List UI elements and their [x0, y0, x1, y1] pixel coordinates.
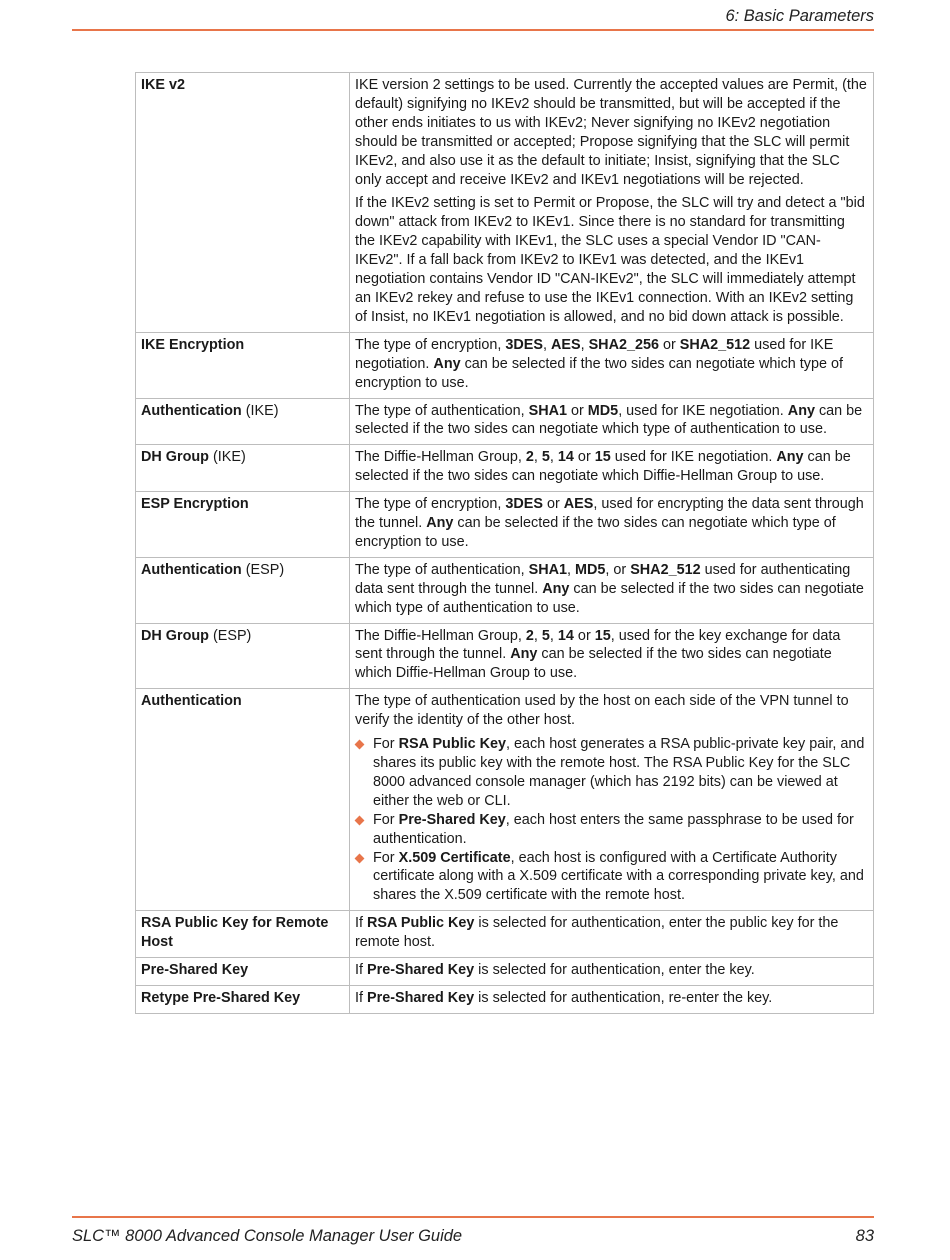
bold-term: Any: [433, 355, 461, 372]
bold-term: 5: [541, 449, 550, 466]
page-header-title: 6: Basic Parameters: [725, 7, 874, 25]
footer-guide-title: SLC™ 8000 Advanced Console Manager User Guide: [72, 1227, 463, 1245]
diamond-bullet-icon: [355, 740, 365, 750]
parameter-name: Pre-Shared Key: [141, 962, 249, 979]
text-run: The Diffie-Hellman Group,: [355, 627, 526, 644]
bold-term: RSA Public Key: [367, 915, 475, 932]
parameter-name-cell: [136, 492, 350, 558]
parameter-qualifier: (ESP): [208, 627, 252, 644]
text-run: For: [373, 736, 399, 753]
bold-term: AES: [550, 336, 581, 353]
text-run: , used for the key exchange for data sent through the tunnel.: [355, 627, 841, 663]
parameter-qualifier: (ESP): [241, 561, 285, 578]
parameter-qualifier: (IKE): [241, 402, 279, 419]
description-paragraph: [355, 627, 867, 684]
text-run: is selected for authentication, re-enter the key.: [474, 989, 773, 1006]
table-row: [136, 492, 874, 558]
text-run: can be selected if the two sides can negotiate which Diffie-Hellman Group to use.: [355, 646, 832, 682]
parameter-name-cell: [136, 557, 350, 623]
bold-term: Any: [776, 449, 804, 466]
text-run: If: [355, 915, 367, 932]
parameters-table: [135, 72, 874, 1014]
parameter-name: Authentication: [141, 693, 242, 710]
parameters-table-body: [136, 73, 874, 1014]
bold-term: AES: [563, 496, 594, 513]
text-run: is selected for authentication, enter the key.: [474, 962, 755, 979]
parameter-name: RSA Public Key for Remote Host: [141, 915, 329, 951]
parameter-name: Authentication: [141, 561, 242, 578]
bold-term: 15: [594, 449, 611, 466]
parameter-description-cell: [350, 73, 874, 333]
parameter-description-cell: [350, 557, 874, 623]
description-paragraph: [355, 336, 867, 393]
description-paragraph: [355, 402, 867, 440]
parameter-description-cell: [350, 911, 874, 958]
list-item: [355, 811, 867, 849]
table-row: [136, 557, 874, 623]
bold-term: Any: [426, 515, 454, 532]
description-paragraph: [355, 561, 867, 618]
parameter-description-cell: [350, 398, 874, 445]
parameter-description-cell: [350, 958, 874, 986]
bold-term: 14: [557, 449, 574, 466]
text-run: The Diffie-Hellman Group,: [355, 449, 526, 466]
text-run: can be selected if the two sides can negotiate which type of authentication to use.: [355, 580, 864, 616]
text-run: The type of authentication used by the host on each side of the VPN tunnel to verify the identity of the other host.: [355, 693, 849, 729]
description-paragraph: [355, 495, 867, 552]
bold-term: 3DES: [505, 496, 543, 513]
bold-term: Any: [542, 580, 570, 597]
text-run: ,: [580, 336, 589, 353]
bold-term: Any: [787, 402, 815, 419]
text-run: ,: [542, 336, 551, 353]
text-run: The type of authentication,: [355, 402, 529, 419]
text-run: ,: [533, 627, 542, 644]
footer-rule: [72, 1216, 874, 1218]
bold-term: Pre-Shared Key: [367, 989, 475, 1006]
bold-term: X.509 Certificate: [398, 849, 511, 866]
text-run: , each host is configured with a Certificate Authority certificate along with a X.509 certificate with a corresponding private key, and shares the X.509 certificate with the remote host.: [373, 849, 864, 904]
text-run: , each host generates a RSA public-private key pair, and shares its public key with the remote host. The RSA Public Key for the SLC 8000 advanced console manager (which has 2192 bits) can be viewed at either the web or CLI.: [373, 736, 865, 809]
text-run: can be selected if the two sides can negotiate which type of encryption to use.: [355, 515, 836, 550]
parameter-name: DH Group: [141, 627, 209, 644]
table-row: [136, 623, 874, 689]
authentication-options-list: [355, 735, 867, 905]
text-run: ,: [549, 449, 558, 466]
parameter-description-cell: [350, 689, 874, 911]
bold-term: SHA1: [528, 402, 567, 419]
text-run: used for IKE negotiation.: [610, 449, 777, 466]
text-run: , used for encrypting the data sent through the tunnel.: [355, 496, 864, 532]
parameter-qualifier: (IKE): [208, 449, 246, 466]
parameter-description-cell: [350, 623, 874, 689]
text-run: , each host enters the same passphrase to be used for authentication.: [373, 811, 854, 847]
parameter-name: IKE v2: [141, 77, 185, 93]
text-run: used for IKE negotiation.: [355, 336, 834, 372]
text-run: or: [567, 402, 588, 419]
text-run: can be selected if the two sides can negotiate which Diffie-Hellman Group to use.: [355, 449, 851, 485]
parameter-name-cell: [136, 445, 350, 492]
text-run: For: [373, 811, 399, 828]
table-row: [136, 332, 874, 398]
bold-term: MD5: [587, 402, 619, 419]
text-run: IKE version 2 settings to be used. Currently the accepted values are Permit, (the default) signifying no IKEv2 should be transmitted, but will be accepted if the other ends initiates to us with IKEv2; Never signifying no IKEv2 negotiation should be transmitted or accepted; Propose signifying that the SLC will permit IKEv2, and also use it as the default to initiate; Insist, signifying that the SLC only accept and receive IKEv2 and IKEv1 negotiations will be rejected.: [355, 77, 867, 188]
bold-term: Pre-Shared Key: [398, 811, 506, 828]
text-run: , or: [605, 561, 631, 578]
parameter-description-cell: [350, 985, 874, 1013]
list-item: [355, 849, 867, 906]
parameter-name-cell: [136, 689, 350, 911]
bold-term: SHA2_512: [679, 336, 751, 353]
text-run: , used for IKE negotiation.: [618, 402, 788, 419]
table-row: [136, 73, 874, 333]
bold-term: Any: [510, 646, 538, 663]
text-run: For: [373, 849, 399, 866]
parameter-name: ESP Encryption: [141, 496, 249, 513]
footer-page-number: 83: [855, 1227, 874, 1245]
bold-term: SHA2_256: [588, 336, 659, 353]
text-run: The type of encryption,: [355, 496, 506, 513]
bold-term: 5: [541, 627, 550, 644]
description-paragraph: [355, 914, 867, 952]
bold-term: MD5: [575, 561, 606, 578]
text-run: The type of authentication,: [355, 561, 529, 578]
parameter-name-cell: [136, 985, 350, 1013]
bold-term: 2: [525, 449, 534, 466]
parameter-description-cell: [350, 332, 874, 398]
table-row: [136, 689, 874, 911]
description-paragraph: [355, 448, 867, 486]
text-run: or: [573, 627, 595, 644]
text-run: can be selected if the two sides can negotiate which type of authentication to use.: [355, 402, 863, 438]
text-run: If: [355, 962, 367, 979]
table-row: [136, 445, 874, 492]
text-run: can be selected if the two sides can negotiate which type of encryption to use.: [355, 355, 843, 391]
parameter-name: Authentication: [141, 402, 242, 419]
parameter-name: IKE Encryption: [141, 336, 245, 353]
table-row: [136, 985, 874, 1013]
text-run: ,: [549, 627, 558, 644]
parameter-name-cell: [136, 332, 350, 398]
bold-term: 2: [525, 627, 534, 644]
bold-term: 3DES: [505, 336, 543, 353]
bold-term: SHA2_512: [630, 561, 701, 578]
text-run: or: [573, 449, 595, 466]
text-run: ,: [567, 561, 575, 578]
parameter-name-cell: [136, 398, 350, 445]
text-run: or: [542, 496, 564, 513]
bold-term: RSA Public Key: [398, 736, 507, 753]
parameter-name-cell: [136, 958, 350, 986]
bold-term: SHA1: [528, 561, 567, 578]
diamond-bullet-icon: [355, 815, 365, 825]
bold-term: 14: [557, 627, 574, 644]
text-run: ,: [533, 449, 542, 466]
parameter-name-cell: [136, 623, 350, 689]
description-paragraph: [355, 194, 867, 326]
parameter-name-cell: [136, 911, 350, 958]
description-paragraph: [355, 76, 867, 189]
text-run: or: [658, 336, 680, 353]
table-row: [136, 398, 874, 445]
list-item: [355, 735, 867, 811]
bold-term: Pre-Shared Key: [367, 962, 475, 979]
description-paragraph: [355, 961, 867, 980]
table-row: [136, 958, 874, 986]
bold-term: 15: [594, 627, 611, 644]
text-run: If the IKEv2 setting is set to Permit or Propose, the SLC will try and detect a "bid down" attack from IKEv2 to IKEv1. Since there is no standard for transmitting the IKEv2 capability with IKEv1, the SLC uses a special Vendor ID "CAN-IKEv2". If a fall back from IKEv2 to IKEv1 was detected, and the IKEv1 negotiation contains Vendor ID "CAN-IKEv2", the SLC will immediately attempt an IKEv2 rekey and refuse to use the IKEv1 connection. With an IKEv2 setting of Insist, no IKEv1 negotiation is allowed, and no bid down attack is possible.: [355, 195, 865, 325]
description-paragraph: [355, 692, 867, 730]
text-run: If: [355, 989, 367, 1006]
parameter-name-cell: [136, 73, 350, 333]
diamond-bullet-icon: [355, 853, 365, 863]
parameter-description-cell: [350, 492, 874, 558]
header-rule: [72, 29, 874, 31]
description-paragraph: [355, 989, 867, 1008]
text-run: is selected for authentication, enter the public key for the remote host.: [355, 915, 839, 951]
parameter-name: DH Group: [141, 449, 209, 466]
parameter-description-cell: [350, 445, 874, 492]
text-run: The type of encryption,: [355, 336, 506, 353]
text-run: used for authenticating data sent through the tunnel.: [355, 561, 851, 597]
table-row: [136, 911, 874, 958]
parameter-name: Retype Pre-Shared Key: [141, 989, 301, 1006]
